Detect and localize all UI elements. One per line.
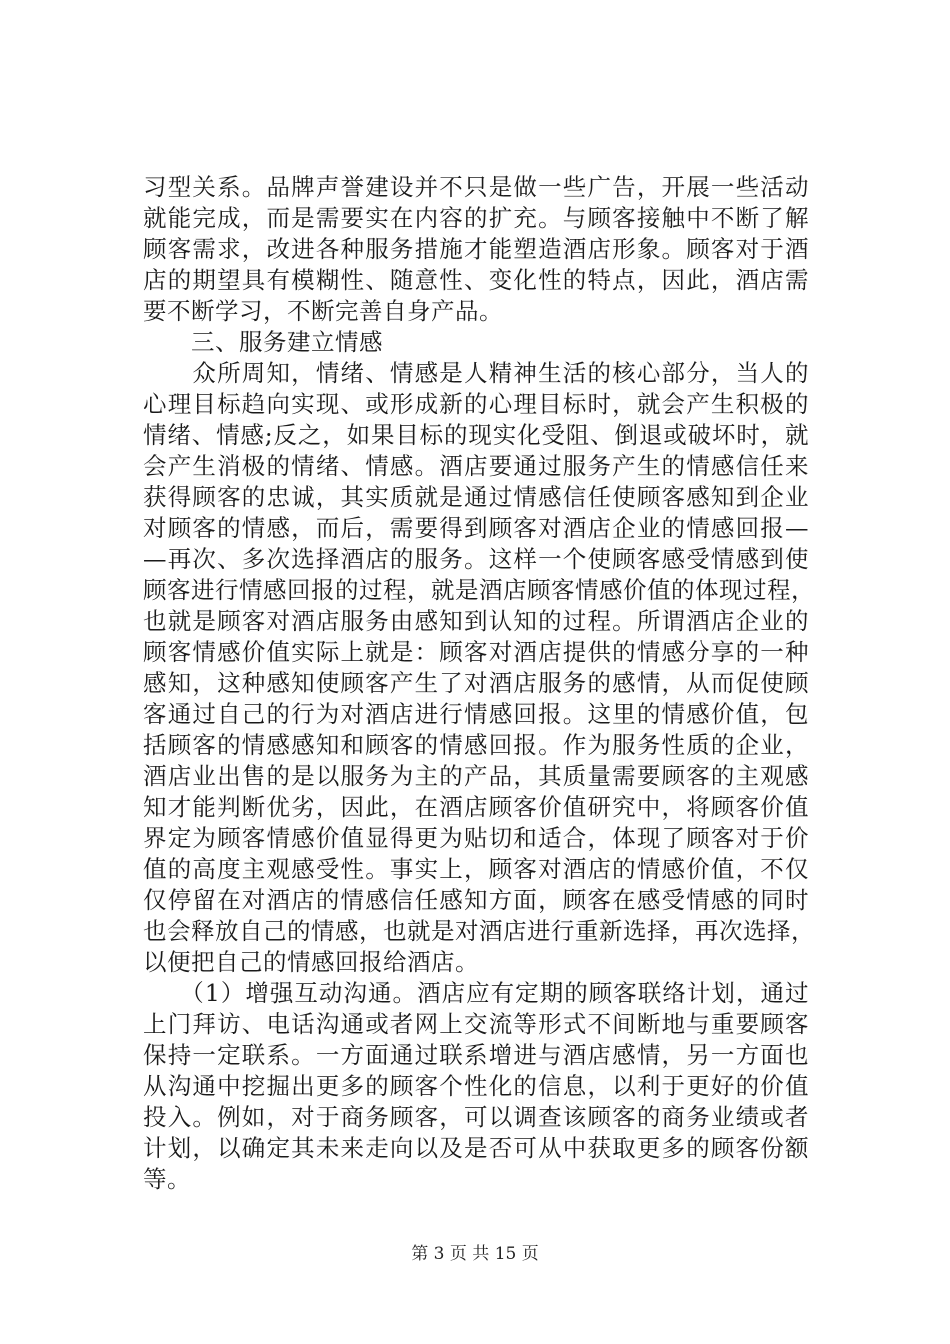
text-line: 从沟通中挖掘出更多的顾客个性化的信息，以利于更好的价值 [143,1072,809,1100]
text-line: —再次、多次选择酒店的服务。这样一个使顾客感受情感到使 [143,545,809,573]
text-line: 仅停留在对酒店的情感信任感知方面，顾客在感受情感的同时 [143,886,809,914]
text-line: （1）增强互动沟通。酒店应有定期的顾客联络计划，通过 [143,979,809,1007]
text-line: 投入。例如，对于商务顾客，可以调查该顾客的商务业绩或者 [143,1103,809,1131]
text-line: 众所周知，情绪、情感是人精神生活的核心部分，当人的 [143,359,809,387]
text-line: 知才能判断优劣，因此，在酒店顾客价值研究中，将顾客价值 [143,793,809,821]
text-line: 上门拜访、电话沟通或者网上交流等形式不间断地与重要顾客 [143,1010,809,1038]
text-line: 顾客情感价值实际上就是：顾客对酒店提供的情感分享的一种 [143,638,809,666]
text-line: 顾客需求，改进各种服务措施才能塑造酒店形象。顾客对于酒 [143,235,809,263]
text-line: 就能完成，而是需要实在内容的扩充。与顾客接触中不断了解 [143,204,809,232]
text-line: 以便把自己的情感回报给酒店。 [143,948,479,976]
text-line: 也会释放自己的情感，也就是对酒店进行重新选择，再次选择， [143,917,815,945]
text-line: 酒店业出售的是以服务为主的产品，其质量需要顾客的主观感 [143,762,809,790]
text-line: 顾客进行情感回报的过程，就是酒店顾客情感价值的体现过程， [143,576,815,604]
text-line: 心理目标趋向实现、或形成新的心理目标时，就会产生积极的 [143,390,809,418]
text-line: 要不断学习，不断完善自身产品。 [143,297,503,325]
text-line: 等。 [143,1165,191,1193]
text-line: 界定为顾客情感价值显得更为贴切和适合，体现了顾客对于价 [143,824,809,852]
text-line: 也就是顾客对酒店服务由感知到认知的过程。所谓酒店企业的 [143,607,809,635]
text-line: 客通过自己的行为对酒店进行情感回报。这里的情感价值，包 [143,700,809,728]
text-line: 感知，这种感知使顾客产生了对酒店服务的感情，从而促使顾 [143,669,809,697]
text-line: 保持一定联系。一方面通过联系增进与酒店感情，另一方面也 [143,1041,809,1069]
text-line: 括顾客的情感感知和顾客的情感回报。作为服务性质的企业， [143,731,809,759]
body-text [143,172,815,1195]
text-line: 店的期望具有模糊性、随意性、变化性的特点，因此，酒店需 [143,266,809,294]
text-line: 值的高度主观感受性。事实上，顾客对酒店的情感价值，不仅 [143,855,809,883]
text-line: 计划，以确定其未来走向以及是否可从中获取更多的顾客份额 [143,1134,809,1162]
text-line: 会产生消极的情绪、情感。酒店要通过服务产生的情感信任来 [143,452,809,480]
page-number-footer: 第 3 页 共 15 页 [411,1244,539,1264]
section-heading: 三、服务建立情感 [143,328,383,356]
text-line: 习型关系。品牌声誉建设并不只是做一些广告，开展一些活动 [143,173,809,201]
text-line: 情绪、情感;反之，如果目标的现实化受阻、倒退或破坏时，就 [143,421,809,449]
text-line: 对顾客的情感，而后，需要得到顾客对酒店企业的情感回报— [143,514,809,542]
text-line: 获得顾客的忠诚，其实质就是通过情感信任使顾客感知到企业 [143,483,809,511]
